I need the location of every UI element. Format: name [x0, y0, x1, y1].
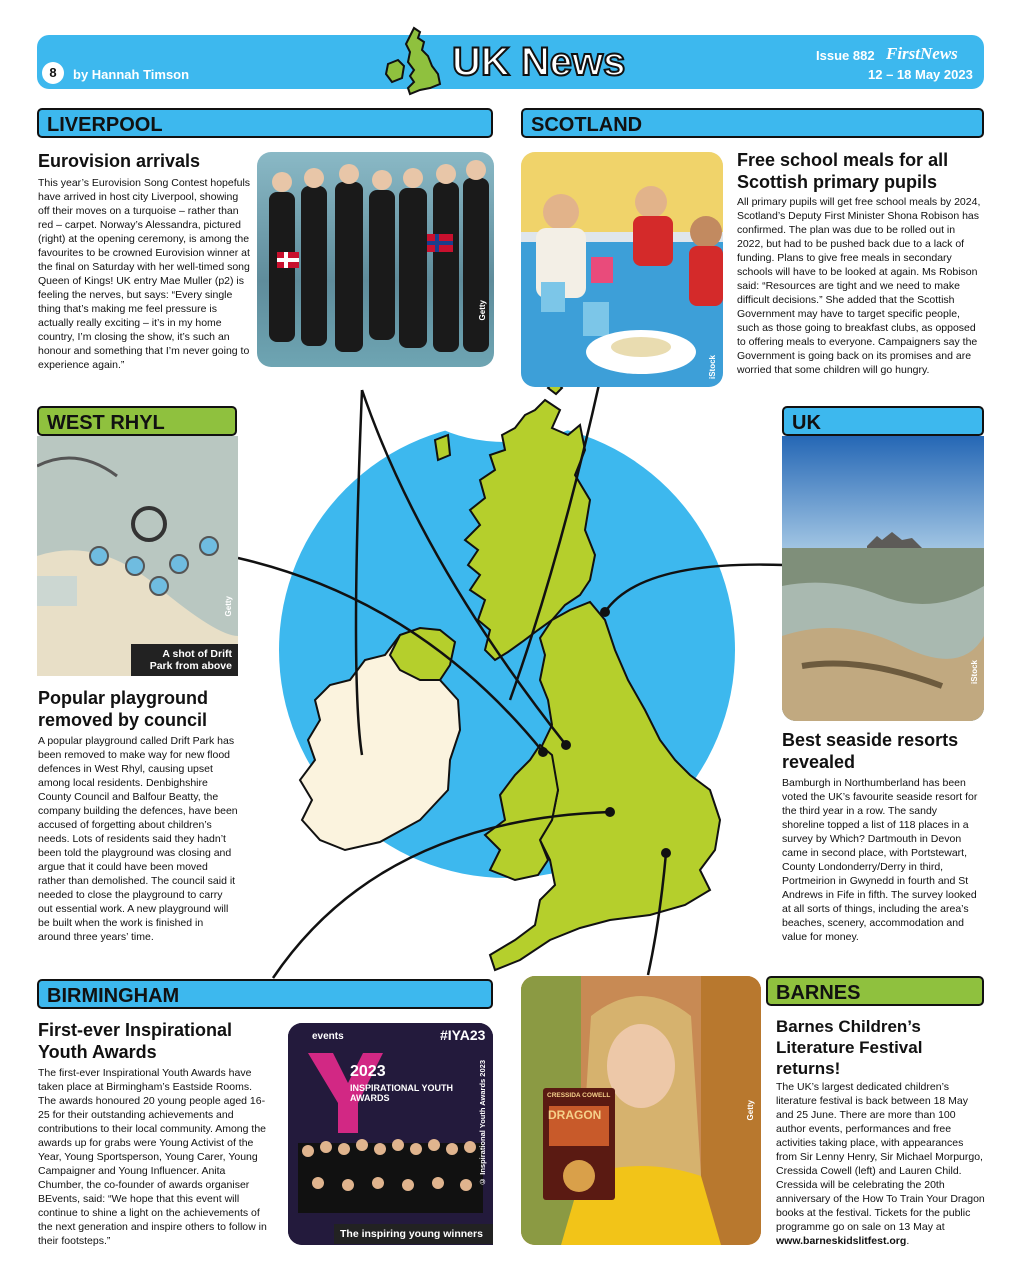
page-number: 8 [42, 62, 64, 84]
photo-caption-drift-park: A shot of Drift Park from above [131, 644, 238, 676]
section-label-scotland: SCOTLAND [521, 108, 984, 138]
photo-credit: iStock [708, 355, 717, 380]
headline-youth-awards: First-ever Inspirational Youth Awards [38, 1020, 233, 1062]
photo-credit: Getty [478, 300, 487, 321]
festival-link[interactable]: www.barneskidslitfest.org [776, 1235, 907, 1247]
article-playground: A popular playground called Drift Park has been removed to make way for new flood defences in West Rhyl, causing upset among local residents. Denbighshire County Council and Balfour Beatty, the company building the defences, have been accused of forgetting about children’s needs. Lots of residents said they hadn’t been told the playground was closing and argue that it could have been moved rather than demolished. The council said it needed to close the playground to carry out essential work. A new playground will be built when the work is finished in around three years’ time. [38, 735, 238, 943]
map-dot-barnes [661, 848, 671, 858]
article-seaside: Bamburgh in Northumberland has been voted the UK’s favourite seaside resort for the third year in a row. The sandy shoreline topped a list of 118 places in a survey by Which? Dartmouth in Devon came in second place, with Portstewart, County Londonderry/Derry in third, Portmeirion in Gwynedd in fourth and St Andrews in Fife in fifth. The survey looked at all sorts of things, including the area’s beaches, scenery, accommodation and value for money. [782, 777, 978, 943]
article-youth-awards: The first-ever Inspirational Youth Awards have taken place at Birmingham’s Eastside Rooms. The awards honoured 20 young people aged 16-25 for their outstanding achievements and contributions to their local community. Among the awards up for grabs were Young Activist of the Year, Young Sportsperson, Young Carer, Young Campaigner and Young Influencer. Anita Chumber, the co-founder of awards organiser BEvents, said: “We hope that this event will continue to shine a light on the achievements of the next generation and inspire others to follow in their footsteps.” [38, 1067, 267, 1247]
eurovision-photo [257, 152, 494, 367]
photo-credit: Getty [746, 1100, 755, 1121]
youth-awards-photo [288, 1023, 493, 1245]
section-label-birmingham: BIRMINGHAM [37, 979, 493, 1009]
brand-logo: FirstNews [886, 44, 958, 63]
article-school-meals: All primary pupils will get free school meals by 2024, Scotland’s Deputy First Minister Shona Robison has confirmed. The plan was due to be rolled out in 2022, but had to be pushed back due to a lack of funding. Plans to give free meals in secondary schools will have to be looked at again. Ms Robison said: “Resources are tight and we need to make difficult decisions.” She added that the Scottish Government may have to target specific people, such as those going to breakfast clubs, as opposed to offering meals to everyone. Campaigners say the Government is going back on its promises and are worried that some children will go hungry. [737, 196, 981, 376]
article-body-text: The UK’s largest dedicated children’s literature festival is back between 18 May and 25 June. There are more than 100 author events, performances and free activities taking place, with appearances from Sir Lenny Henry, Sir Michael Morpurgo, Cressida Cowell (left) and Lauren Child. Cressida will be celebrating the 20th anniversary of the How To Train Your Dragon books at the festival. Tickets for the public programme go on sale on 13 May at [776, 1081, 985, 1233]
page-title: UK News [452, 40, 626, 84]
book-title: DRAGON [548, 1108, 602, 1122]
map-dot-west-rhyl [538, 747, 548, 757]
events-logo: events [312, 1031, 344, 1042]
drift-park-photo [37, 436, 238, 676]
byline: by Hannah Timson [73, 67, 190, 82]
section-label-uk: UK [782, 406, 984, 436]
book-author: CRESSIDA COWELL [547, 1092, 611, 1099]
school-meals-photo [521, 152, 723, 387]
section-label-barnes: BARNES [766, 976, 984, 1006]
photo-caption-winners: The inspiring young winners [334, 1224, 493, 1244]
headline-literature-festival: Barnes Children’s Literature Festival returns! [776, 1017, 923, 1078]
headline-eurovision: Eurovision arrivals [38, 151, 201, 171]
link-suffix: . [906, 1235, 910, 1247]
headline-seaside: Best seaside resorts revealed [782, 730, 959, 772]
hashtag: #IYA23 [440, 1027, 486, 1043]
headline-playground: Popular playground removed by council [38, 688, 209, 730]
section-label-liverpool: LIVERPOOL [37, 108, 493, 138]
issue-number: Issue 882 [816, 48, 875, 63]
bamburgh-photo [782, 436, 984, 721]
headline-school-meals: Free school meals for all Scottish primary pupils [737, 150, 949, 192]
photo-credit: Getty [224, 596, 233, 617]
map-dot-liverpool [561, 740, 571, 750]
section-label-west-rhyl: WEST RHYL [37, 406, 237, 436]
article-eurovision: This year’s Eurovision Song Contest hopefuls have arrived in host city Liverpool, showing off their moves on a turquoise – rather than red – carpet. Norway’s Alessandra, pictured (right) at the opening ceremony, is among the favourites to be crowned Eurovision winner at the final on Saturday with her well-timed song Queen of Kings! UK entry Mae Muller (p2) is feeling the nerves, but says: “Every single thing that’s making me feel pressure is actually really exciting – it’s in my home country, I’m closing the show, it’s such an honour and something that I’m never going to experience again.” [38, 177, 251, 371]
map-dot-birmingham [605, 807, 615, 817]
banner-text: INSPIRATIONAL YOUTH AWARDS [350, 1083, 454, 1103]
issue-date: 12 – 18 May 2023 [868, 67, 973, 82]
photo-credit: iStock [970, 660, 979, 685]
article-literature-festival [776, 1080, 986, 1248]
banner-year: 2023 [350, 1063, 386, 1080]
photo-credit: © Inspirational Youth Awards 2023 [478, 1060, 487, 1186]
map-dot-bamburgh [600, 607, 610, 617]
